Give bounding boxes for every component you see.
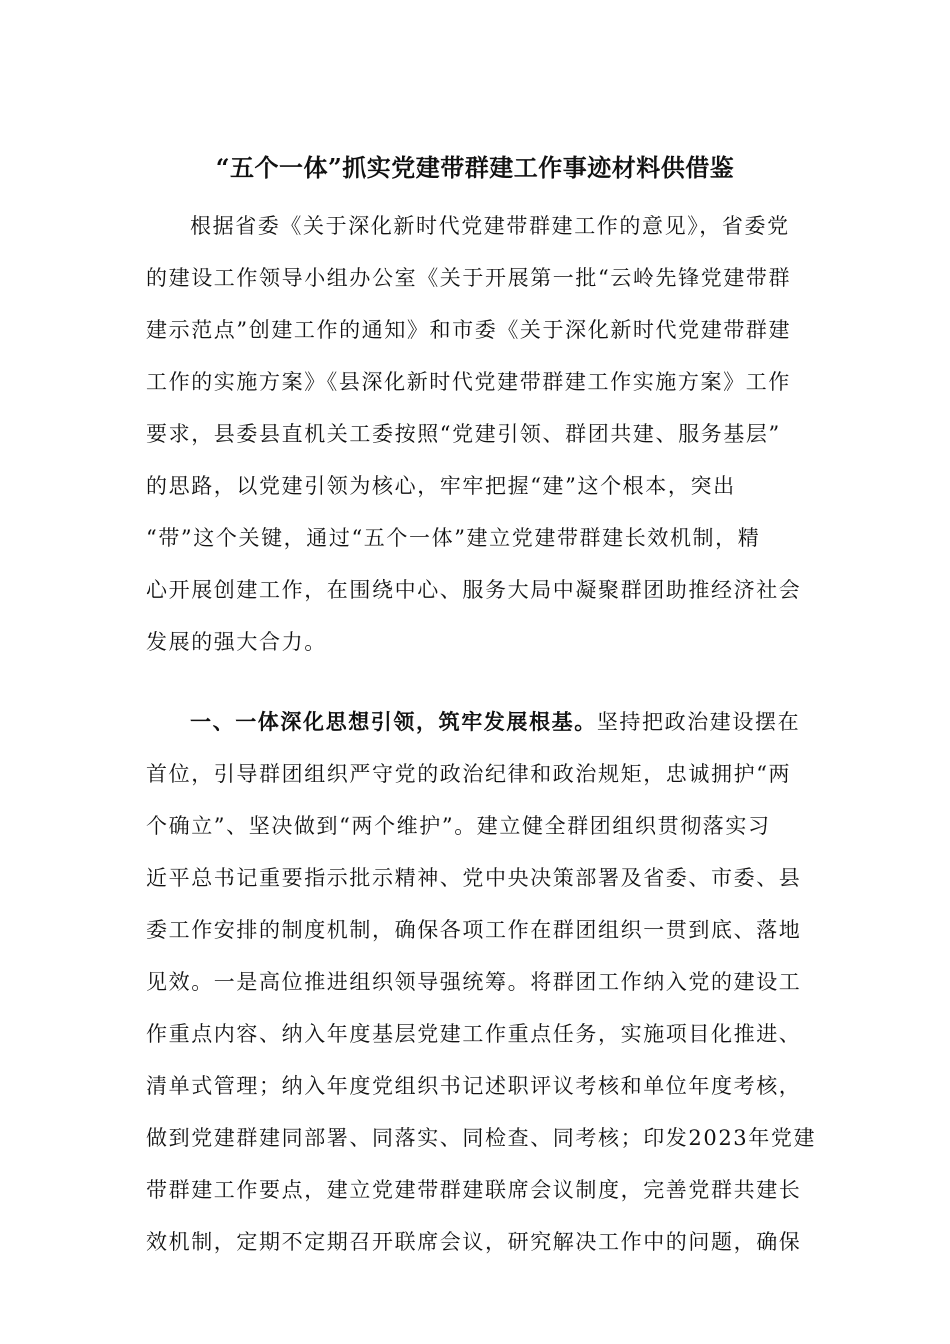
text-line: 工作的实施方案》《县深化新时代党建带群建工作实施方案》工作 bbox=[146, 370, 791, 394]
text-line: 首位，引导群团组织严守党的政治纪律和政治规矩，忠诚拥护“两 bbox=[146, 762, 792, 786]
section-heading: 一、一体深化思想引领，筑牢发展根基。 bbox=[190, 709, 597, 734]
section-text: 坚持把政治建设摆在 bbox=[596, 710, 801, 734]
text-line bbox=[146, 702, 806, 754]
paragraph-section-one bbox=[146, 702, 817, 1274]
text-line: 见效。一是高位推进组织领导强统筹。将群团工作纳入党的建设工 bbox=[146, 970, 802, 994]
text-line: 建示范点”创建工作的通知》和市委《关于深化新时代党建带群建 bbox=[146, 318, 792, 342]
text-line: 近平总书记重要指示批示精神、党中央决策部署及省委、市委、县 bbox=[146, 866, 802, 890]
text-line: 清单式管理；纳入年度党组织书记述职评议考核和单位年度考核， bbox=[146, 1074, 802, 1098]
text-line: 心开展创建工作，在围绕中心、服务大局中凝聚群团助推经济社会 bbox=[146, 578, 802, 602]
text-line: 根据省委《关于深化新时代党建带群建工作的意见》，省委党 bbox=[190, 214, 790, 238]
text-line: 做到党建群建同部署、同落实、同检查、同考核；印发2023年党建 bbox=[146, 1126, 817, 1150]
text-line: 个确立”、坚决做到“两个维护”。建立健全群团组织贯彻落实习 bbox=[146, 814, 771, 838]
text-line: 效机制，定期不定期召开联席会议，研究解决工作中的问题，确保 bbox=[146, 1230, 802, 1254]
text-line: 要求，县委县直机关工委按照“党建引领、群团共建、服务基层” bbox=[146, 422, 781, 446]
paragraph-intro bbox=[146, 206, 806, 674]
text-line: 带群建工作要点，建立党建带群建联席会议制度，完善党群共建长 bbox=[146, 1178, 802, 1202]
text-line: 发展的强大合力。 bbox=[146, 630, 327, 654]
document-body bbox=[146, 206, 817, 1274]
text-line: 的思路，以党建引领为核心，牢牢把握“建”这个根本，突出 bbox=[146, 474, 736, 498]
text-line: 作重点内容、纳入年度基层党建工作重点任务，实施项目化推进、 bbox=[146, 1022, 802, 1046]
text-line: 委工作安排的制度机制，确保各项工作在群团组织一贯到底、落地 bbox=[146, 918, 802, 942]
text-line: 的建设工作领导小组办公室《关于开展第一批“云岭先锋党建带群 bbox=[146, 266, 792, 290]
document-title: “五个一体”抓实党建带群建工作事迹材料供借鉴 bbox=[215, 153, 735, 182]
text-line: “带”这个关键，通过“五个一体”建立党建带群建长效机制，精 bbox=[146, 526, 761, 550]
